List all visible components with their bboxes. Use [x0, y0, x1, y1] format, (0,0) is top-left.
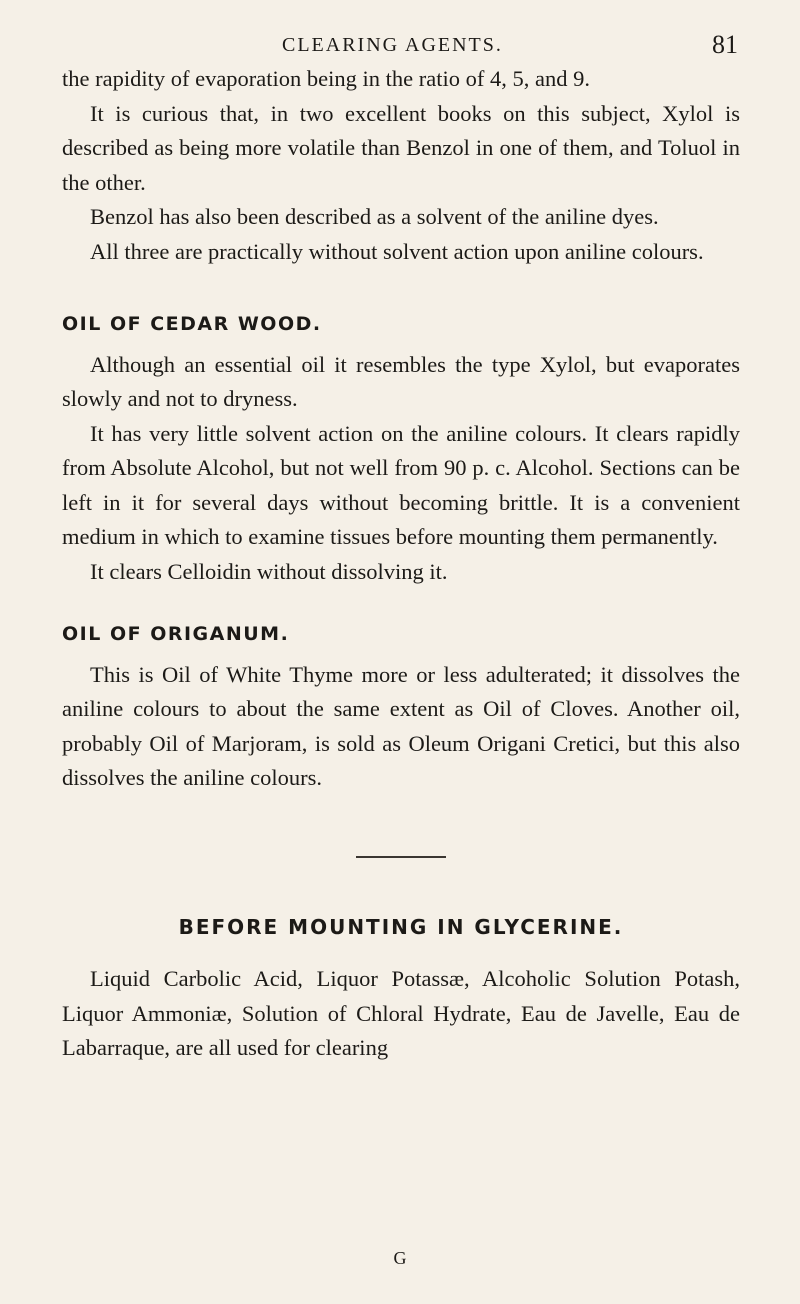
paragraph: Liquid Carbolic Acid, Liquor Potassæ, Alcoholic Solution Potash, Liquor Ammoniæ, Solution of Chloral Hydrate, Eau de Javelle, Eau de Labarraque, are all used for clearing	[62, 966, 740, 1060]
page-number: 81	[712, 30, 738, 59]
section-heading-cedar-wood: OIL OF CEDAR WOOD.	[62, 313, 322, 335]
paragraph: It is curious that, in two excellent books on this subject, Xylol is described as being more volatile than Benzol in one of them, and Toluol in the other.	[62, 100, 740, 195]
paragraph: It has very little solvent action on the aniline colours. It clears rapidly from Absolute Alcohol, but not well from 90 p. c. Alcohol. Sections can be left in it for several days without becoming brittle. It is a convenient medium in which to examine tissues before mounting them permanently.	[62, 420, 740, 549]
paragraph: This is Oil of White Thyme more or less adulterated; it dissolves the aniline colours to about the same extent as Oil of Cloves. Another oil, probably Oil of Marjoram, is sold as Oleum Origani Cretici, but this also dissolves the aniline colours.	[62, 661, 740, 790]
paragraph-continued: the rapidity of evaporation being in the ratio of 4, 5, and 9.	[62, 66, 590, 91]
page-body	[62, 62, 740, 1066]
paragraph: All three are practically without solvent action upon aniline colours.	[90, 238, 704, 264]
paragraph: Although an essential oil it resembles the type Xylol, but evaporates slowly and not to dryness.	[62, 351, 740, 411]
section-heading-origanum: OIL OF ORIGANUM.	[62, 623, 290, 645]
section-heading-glycerine: BEFORE MOUNTING IN GLYCERINE.	[178, 914, 624, 939]
running-head: CLEARING AGENTS.	[282, 34, 503, 56]
signature-mark: G	[393, 1248, 407, 1268]
section-divider	[356, 856, 446, 858]
paragraph: Benzol has also been described as a solvent of the aniline dyes.	[90, 204, 659, 229]
paragraph: It clears Celloidin without dissolving it.	[90, 558, 448, 584]
